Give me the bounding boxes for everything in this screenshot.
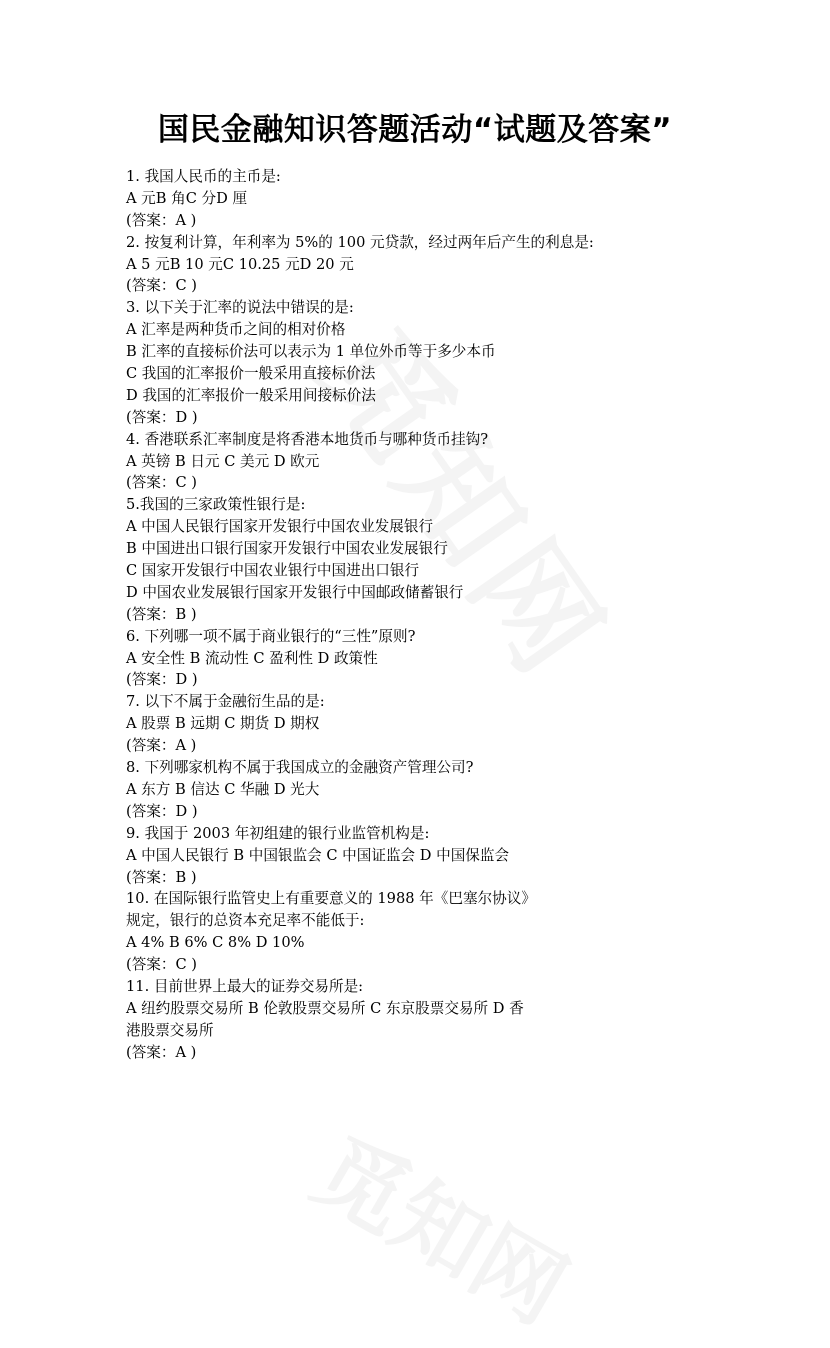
answer-line: (答案：C ) (126, 277, 197, 295)
options-line: A 中国人民银行 B 中国银监会 C 中国证监会 D 中国保监会 (126, 846, 510, 864)
options-line: A 股票 B 远期 C 期货 D 期权 (126, 715, 320, 733)
question-line: 2. 按复利计算，年利率为 5%的 100 元贷款，经过两年后产生的利息是: (126, 233, 594, 251)
answer-line: (答案：A ) (126, 211, 197, 229)
question-line: 8. 下列哪家机构不属于我国成立的金融资产管理公司? (126, 759, 474, 777)
question-line: 9. 我国于 2003 年初组建的银行业监管机构是: (126, 824, 430, 842)
document-body (126, 166, 626, 1064)
text-line: 规定，银行的总资本充足率不能低于: (126, 912, 365, 930)
options-line: A 汇率是两种货币之间的相对价格 (126, 321, 346, 339)
answer-line: (答案：A ) (126, 1043, 197, 1061)
answer-line: (答案：D ) (126, 671, 198, 689)
options-line: D 中国农业发展银行国家开发银行中国邮政储蓄银行 (126, 583, 464, 601)
answer-line: (答案：D ) (126, 408, 198, 426)
question-line: 5.我国的三家政策性银行是: (126, 496, 306, 514)
options-line: B 汇率的直接标价法可以表示为 1 单位外币等于多少本币 (126, 343, 496, 361)
question-line: 4. 香港联系汇率制度是将香港本地货币与哪种货币挂钩? (126, 430, 489, 448)
options-line: A 4% B 6% C 8% D 10% (126, 934, 305, 952)
question-line: 10. 在国际银行监管史上有重要意义的 1988 年《巴塞尔协议》 (126, 890, 536, 908)
options-line: A 英镑 B 日元 C 美元 D 欧元 (126, 452, 320, 470)
answer-line: (答案：D ) (126, 802, 198, 820)
options-line: A 元B 角C 分D 厘 (126, 189, 248, 207)
answer-line: (答案：A ) (126, 737, 197, 755)
options-line: B 中国进出口银行国家开发银行中国农业发展银行 (126, 540, 448, 558)
options-line: D 我国的汇率报价一般采用间接标价法 (126, 386, 376, 404)
question-line: 7. 以下不属于金融衍生品的是: (126, 693, 325, 711)
question-line: 1. 我国人民币的主币是: (126, 168, 281, 185)
text-line: 港股票交易所 (126, 1021, 214, 1039)
options-line: A 5 元B 10 元C 10.25 元D 20 元 (126, 255, 354, 273)
options-line: A 纽约股票交易所 B 伦敦股票交易所 C 东京股票交易所 D 香 (126, 999, 524, 1017)
question-line: 6. 下列哪一项不属于商业银行的“三性”原则? (126, 627, 416, 645)
question-line: 11. 目前世界上最大的证券交易所是: (126, 977, 364, 995)
document-title: 国民金融知识答题活动“试题及答案” (157, 112, 673, 148)
answer-line: (答案：B ) (126, 605, 197, 623)
options-line: A 安全性 B 流动性 C 盈利性 D 政策性 (126, 649, 378, 667)
answer-line: (答案：B ) (126, 868, 197, 886)
watermark-secondary (295, 1100, 594, 1348)
options-line: C 我国的汇率报价一般采用直接标价法 (126, 365, 376, 383)
question-line: 3. 以下关于汇率的说法中错误的是: (126, 299, 354, 317)
options-line: C 国家开发银行中国农业银行中国进出口银行 (126, 562, 420, 580)
answer-line: (答案：C ) (126, 956, 197, 974)
options-line: A 中国人民银行国家开发银行中国农业发展银行 (126, 518, 434, 536)
answer-line: (答案：C ) (126, 474, 197, 492)
options-line: A 东方 B 信达 C 华融 D 光大 (126, 780, 320, 798)
